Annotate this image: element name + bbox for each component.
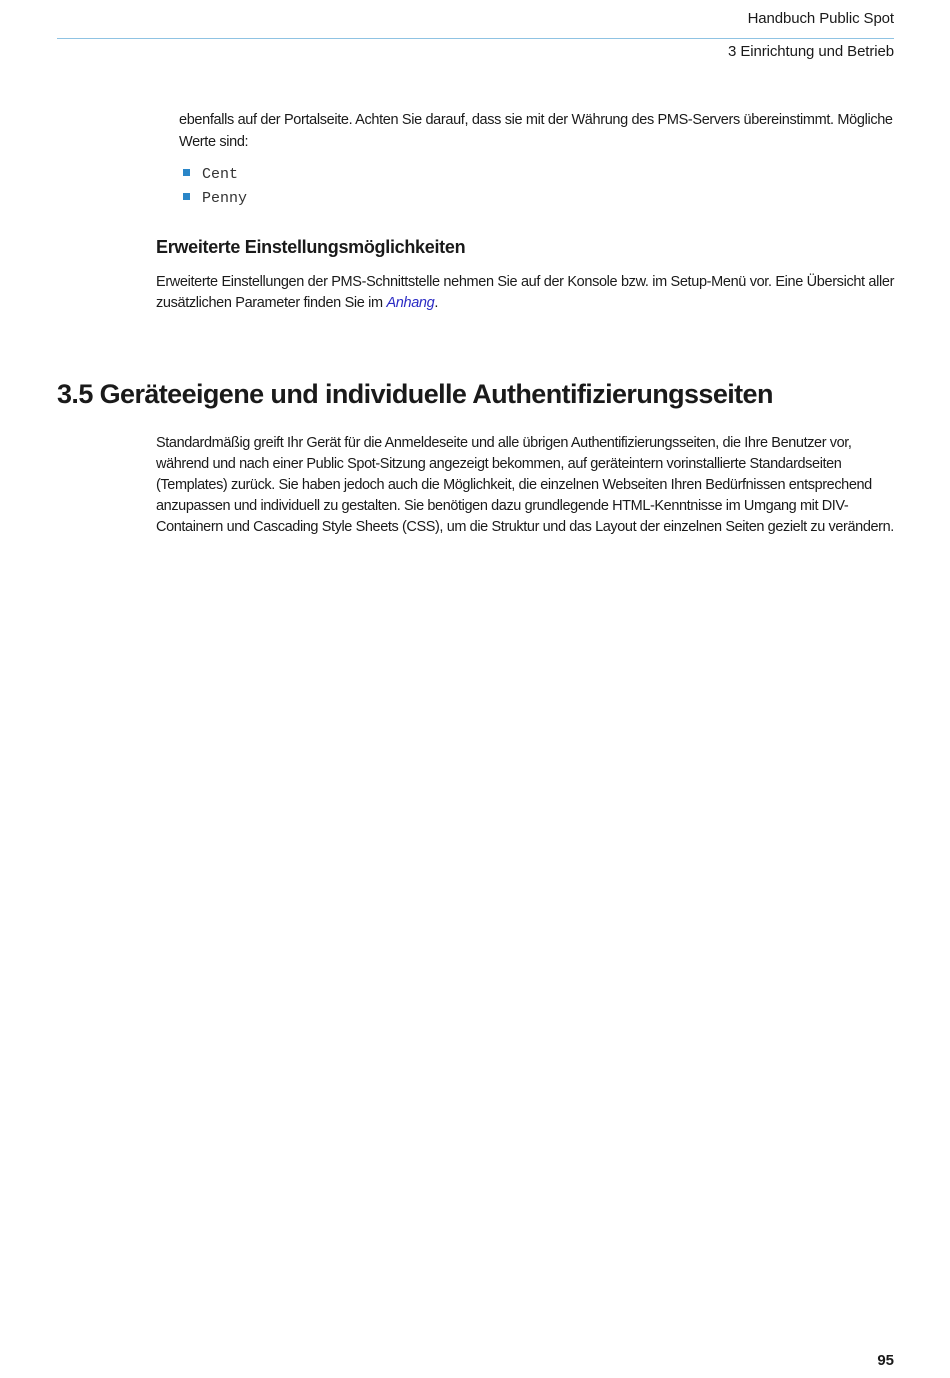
section-paragraph: Standardmäßig greift Ihr Gerät für die Anmeldeseite und alle übrigen Authentifizierungsseiten, die Ihre Benutzer vor, während und nach einer Public Spot-Sitzung angezeigt bekommen, auf geräteintern vorinstallierte Standardseiten (Templates) zurück. Sie haben jedoch auch die Möglichkeit, die einzelnen Webseiten Ihren Bedürfnissen entsprechend anzupassen und individuell zu gestalten. Sie benötigen dazu grundlegende HTML-Kenntnisse im Umgang mit DIV-Containern und Cascading Style Sheets (CSS), um die Struktur und das Layout der einzelnen Seiten gezielt zu verändern. [156, 435, 894, 535]
document-title: Handbuch Public Spot [747, 10, 894, 27]
square-bullet-icon [183, 193, 190, 200]
currency-values-list [183, 162, 247, 210]
advanced-settings-paragraph [156, 272, 896, 314]
chapter-title: 3 Einrichtung und Betrieb [728, 43, 894, 60]
value-cent: Cent [202, 165, 239, 183]
advanced-settings-heading: Erweiterte Einstellungsmöglichkeiten [156, 237, 466, 257]
list-item [183, 186, 247, 210]
currency-paragraph: ebenfalls auf der Portalseite. Achten Sie darauf, dass sie mit der Währung des PMS-Servers übereinstimmt. Mögliche Werte sind: [179, 112, 893, 150]
page-number: 95 [877, 1352, 894, 1369]
section-heading: 3.5 Geräteeigene und individuelle Authentifizierungsseiten [57, 379, 773, 409]
advanced-text: Erweiterte Einstellungen der PMS-Schnittstelle nehmen Sie auf der Konsole bzw. im Setup-Menü vor. Eine Übersicht aller zusätzlichen Parameter finden Sie im [156, 274, 895, 311]
header-divider [57, 38, 894, 39]
list-item [183, 162, 247, 186]
appendix-link[interactable]: Anhang [386, 295, 435, 311]
square-bullet-icon [183, 169, 190, 176]
advanced-text-end: . [434, 295, 439, 311]
value-penny: Penny [202, 189, 248, 207]
